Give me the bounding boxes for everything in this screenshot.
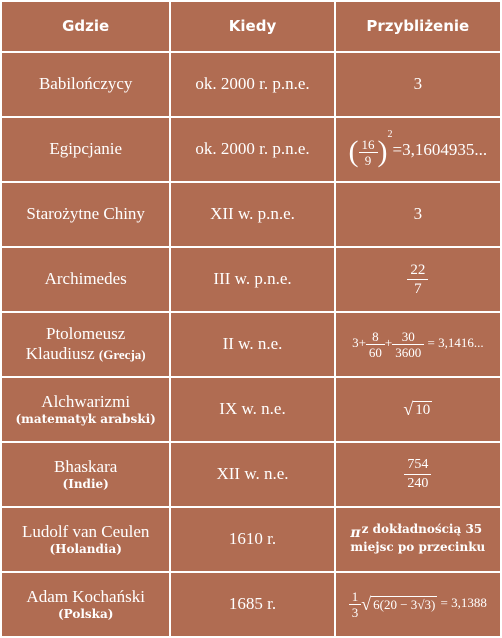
fraction-2 — [392, 329, 424, 360]
formula-plus: + — [384, 335, 393, 351]
cell-when: II w. n.e. — [171, 313, 333, 376]
inner-close: ) — [430, 596, 436, 612]
where-subtitle: (Holandia) — [49, 542, 122, 557]
header-row — [2, 2, 500, 51]
cell-approx — [336, 248, 500, 311]
fraction-numerator: 16 — [359, 137, 378, 153]
cell-when: III w. p.n.e. — [171, 248, 333, 311]
where-subtitle: (Polska) — [57, 607, 114, 622]
fraction-denominator: 240 — [407, 475, 429, 491]
cell-where — [2, 508, 169, 571]
cell-where — [2, 313, 169, 376]
where-line-2 — [4, 344, 167, 365]
table-row — [2, 443, 500, 506]
cell-when: XII w. p.n.e. — [171, 183, 333, 246]
cell-when: XII w. n.e. — [171, 443, 333, 506]
note-line-2: miejsc po przecinku — [350, 540, 486, 555]
pi-precision-note — [350, 522, 485, 554]
fraction — [404, 456, 431, 493]
inner-radicand: 3 — [424, 596, 431, 612]
fraction-denominator: 3 — [351, 604, 359, 620]
table-row — [2, 313, 500, 376]
header-when: Kiedy — [171, 2, 333, 51]
cell-approx — [336, 313, 500, 376]
sqrt-radicand — [371, 596, 437, 613]
where-line-2-main: Klaudiusz — [25, 343, 95, 363]
fraction — [359, 137, 378, 168]
fraction-denominator: 3600 — [395, 344, 422, 360]
where-line-1: Adam Kochański — [26, 587, 145, 607]
fraction-denominator: 7 — [414, 280, 422, 297]
cell-approx — [336, 378, 500, 441]
inner-sqrt-icon: √ — [417, 596, 425, 612]
where-subtitle: (Indie) — [62, 477, 109, 492]
exponent: 2 — [387, 129, 393, 141]
where-line-1: Bhaskara — [54, 457, 118, 477]
fraction-denominator: 9 — [364, 152, 372, 168]
pi-symbol: π — [350, 525, 361, 542]
table-row — [2, 183, 500, 246]
sqrt-icon: √ — [361, 593, 372, 614]
cell-approx — [336, 443, 500, 506]
fraction-numerator: 8 — [366, 329, 385, 345]
cell-where — [2, 573, 169, 636]
cell-when: ok. 2000 r. p.n.e. — [171, 118, 333, 181]
formula-ptolemy — [352, 328, 484, 360]
table-row — [2, 53, 500, 116]
fraction-numerator: 754 — [404, 456, 431, 475]
cell-when: 1685 r. — [171, 573, 333, 636]
cell-where: Starożytne Chiny — [2, 183, 169, 246]
cell-approx: 3 — [336, 183, 500, 246]
table-row — [2, 573, 500, 636]
table-row — [2, 378, 500, 441]
fraction — [349, 589, 362, 620]
table-row — [2, 118, 500, 181]
formula-egypt — [348, 129, 488, 169]
open-paren: ( — [348, 135, 359, 169]
formula-result: = 3,1388 — [440, 595, 487, 611]
table-row — [2, 248, 500, 311]
fraction-numerator: 1 — [349, 589, 362, 605]
where-line-1: Ludolf van Ceulen — [21, 522, 150, 542]
cell-when: ok. 2000 r. p.n.e. — [171, 53, 333, 116]
formula-kochanski — [349, 588, 487, 620]
fraction-1 — [366, 329, 385, 360]
where-subtitle: (matematyk arabski) — [15, 412, 156, 427]
fraction-denominator: 60 — [368, 344, 382, 360]
inner-lead: 6(20 − 3 — [373, 596, 418, 612]
cell-approx — [336, 118, 500, 181]
table-row — [2, 508, 500, 571]
cell-where — [2, 378, 169, 441]
fraction-numerator: 30 — [392, 329, 424, 345]
sqrt-expression — [403, 399, 432, 418]
cell-when: 1610 r. — [171, 508, 333, 571]
sqrt-radicand: 10 — [415, 401, 431, 418]
cell-approx — [336, 508, 500, 571]
note-line-1: z dokładnością 35 — [361, 522, 483, 537]
cell-where: Egipcjanie — [2, 118, 169, 181]
cell-where — [2, 443, 169, 506]
cell-approx: 3 — [336, 53, 500, 116]
cell-where: Archimedes — [2, 248, 169, 311]
where-subtitle: (Grecja) — [98, 346, 146, 362]
header-where: Gdzie — [2, 2, 169, 51]
cell-where: Babilończycy — [2, 53, 169, 116]
where-line-1: Alchwarizmi — [41, 392, 131, 412]
fraction — [407, 261, 428, 298]
formula-lead: 3+ — [352, 335, 366, 351]
formula-result: = 3,1416... — [427, 335, 484, 351]
where-line-1: Ptolomeusz — [46, 323, 126, 343]
cell-when: IX w. n.e. — [171, 378, 333, 441]
header-approx: Przybliżenie — [336, 2, 500, 51]
close-paren: ) — [377, 135, 388, 169]
sqrt-icon: √ — [403, 399, 414, 420]
fraction-numerator: 22 — [407, 261, 428, 280]
formula-result: =3,1604935... — [392, 140, 488, 160]
cell-approx — [336, 573, 500, 636]
